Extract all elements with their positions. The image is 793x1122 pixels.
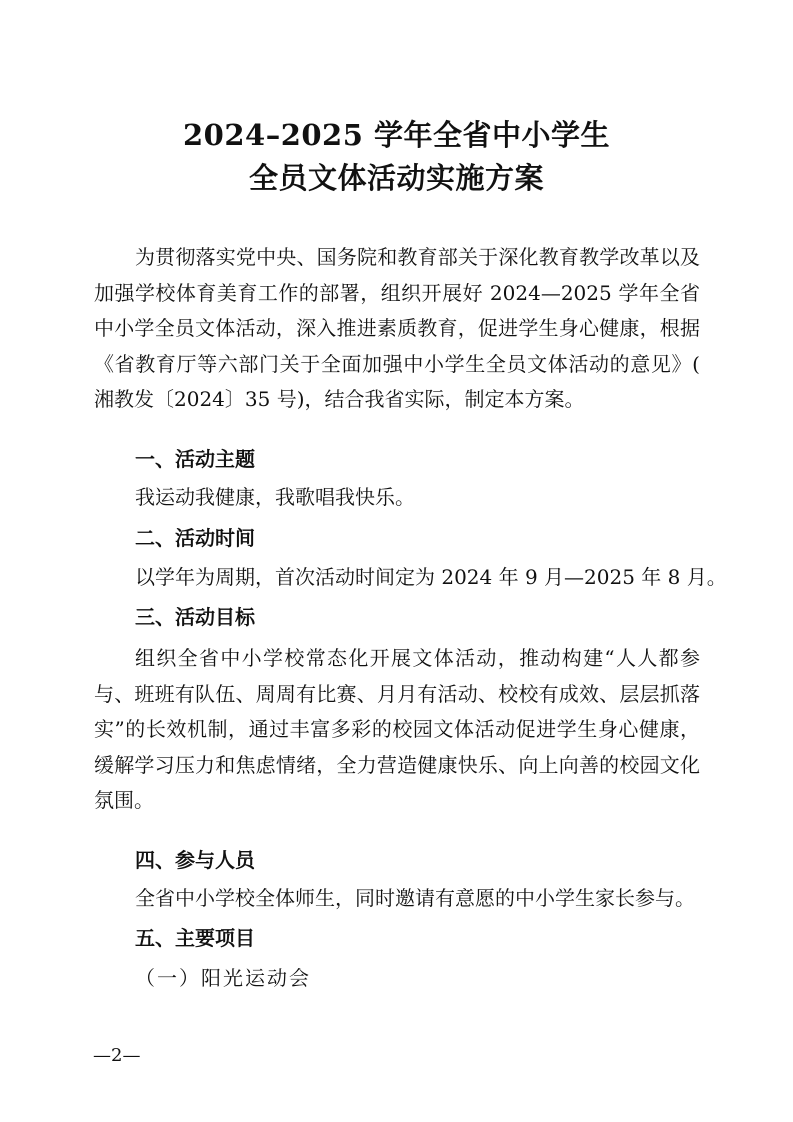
- document-title-line-2: 全员文体活动实施方案: [248, 161, 544, 195]
- section-body-theme: 我运动我健康，我歌唱我快乐。: [135, 485, 415, 509]
- section-heading-goals: 三、活动目标: [135, 605, 255, 629]
- section-heading-time: 二、活动时间: [135, 526, 255, 550]
- section-body-participants: 全省中小学校全体师生，同时邀请有意愿的中小学生家长参与。: [135, 886, 695, 910]
- section-body-time: 以学年为周期，首次活动时间定为 2024 年 9 月—2025 年 8 月。: [135, 565, 727, 589]
- section-heading-participants: 四、参与人员: [135, 848, 255, 872]
- page-number: —2—: [93, 1045, 141, 1066]
- section-heading-projects: 五、主要项目: [135, 926, 255, 950]
- section-heading-theme: 一、活动主题: [135, 447, 255, 471]
- intro-paragraph: 为贯彻落实党中央、国务院和教育部关于深化教育教学改革以及加强学校体育美育工作的部署，组织开展好 2024—2025 学年全省中小学全员文体活动，深入推进素质教育，促进学生身心健康，根据《省教育厅等六部门关于全面加强中小学生全员文体活动的意见》( 湘教发〔2024〕35 号)，结合我省实际，制定本方案。: [94, 245, 700, 411]
- section-body-goals: 组织全省中小学校常态化开展文体活动，推动构建“人人都参与、班班有队伍、周周有比赛、月月有活动、校校有成效、层层抓落实”的长效机制，通过丰富多彩的校园文体活动促进学生身心健康，缓解学习压力和焦虑情绪，全力营造健康快乐、向上向善的校园文化氛围。: [94, 646, 700, 812]
- document-title-line-1: 2024–2025 学年全省中小学生: [182, 118, 611, 152]
- subsection-heading-sunshine-games: （一）阳光运动会: [135, 966, 311, 990]
